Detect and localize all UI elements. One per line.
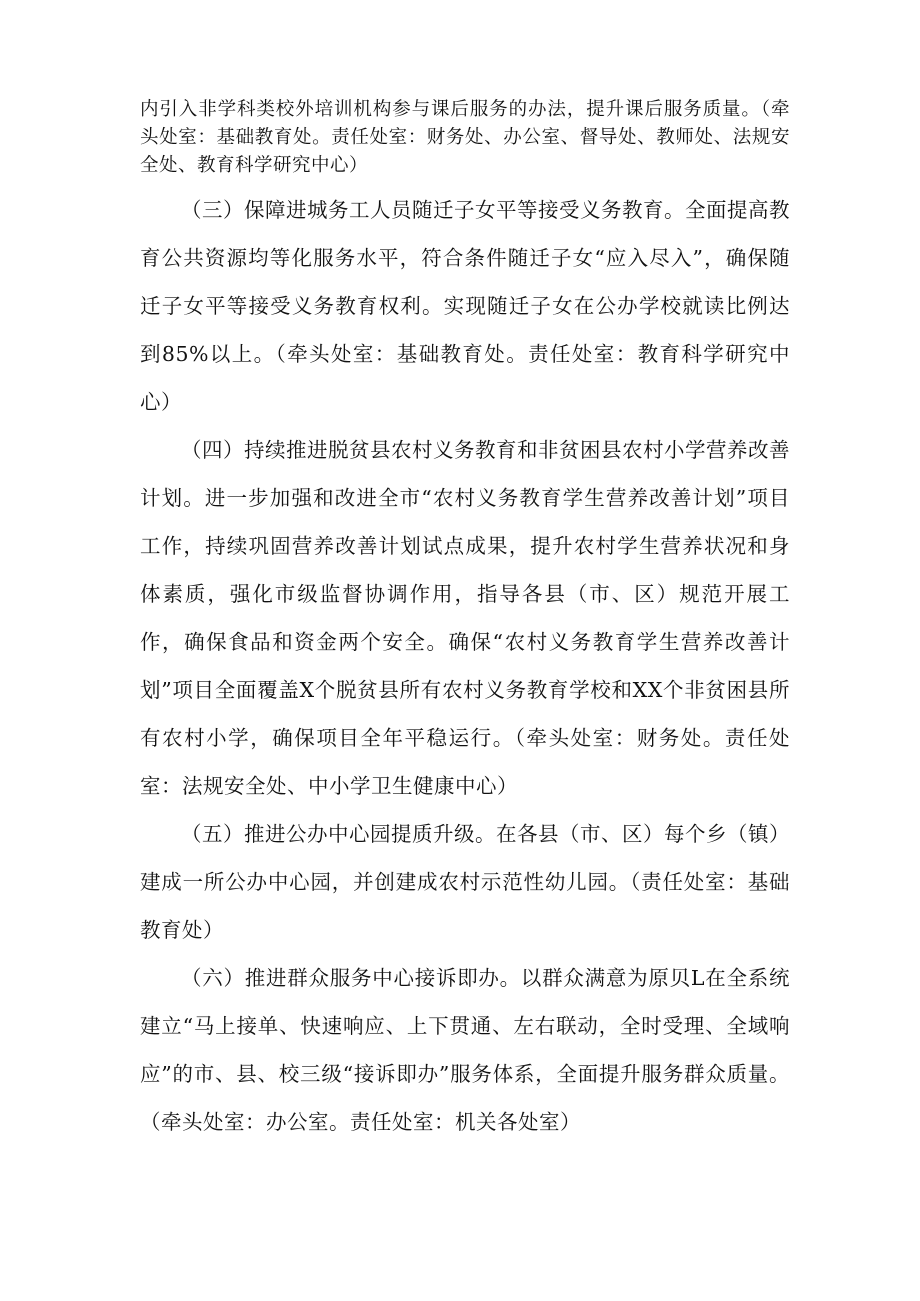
paragraph-kindergarten: （五）推进公办中心园提质升级。在各县（市、区）每个乡（镇）建成一所公办中心园，并创建成农村示范性幼儿园。（责任处室：基础教育处） [140, 822, 790, 942]
paragraph-service-center: （六）推进群众服务中心接诉即办。以群众满意为原贝L在全系统建立“马上接单、快速响应、上下贯通、左右联动，全时受理、全域响应”的市、县、校三级“接诉即办”服务体系，全面提升服务群众质量。（牵头处室：办公室。责任处室：机关各处室） [140, 966, 790, 1134]
paragraph-nutrition-plan: （四）持续推进脱贫县农村义务教育和非贫困县农村小学营养改善计划。进一步加强和改进全市“农村义务教育学生营养改善计划”项目工作，持续巩固营养改善计划试点成果，提升农村学生营养状况和身体素质，强化市级监督协调作用，指导各县（市、区）规范开展工作，确保食品和资金两个安全。确保“农村义务教育学生营养改善计划”项目全面覆盖X个脱贫县所有农村义务教育学校和XX个非贫困县所有农村小学，确保项目全年平稳运行。（牵头处室：财务处。责任处室：法规安全处、中小学卫生健康中心） [140, 438, 790, 798]
document-body [140, 96, 790, 1146]
paragraph-migrant-children: （三）保障进城务工人员随迁子女平等接受义务教育。全面提高教育公共资源均等化服务水平，符合条件随迁子女“应入尽入”，确保随迁子女平等接受义务教育权利。实现随迁子女在公办学校就读比例达到85%以上。（牵头处室：基础教育处。责任处室：教育科学研究中心） [140, 198, 790, 414]
paragraph-continued: 内引入非学科类校外培训机构参与课后服务的办法，提升课后服务质量。（牵头处室：基础教育处。责任处室：财务处、办公室、督导处、教师处、法规安全处、教育科学研究中心） [140, 99, 790, 176]
